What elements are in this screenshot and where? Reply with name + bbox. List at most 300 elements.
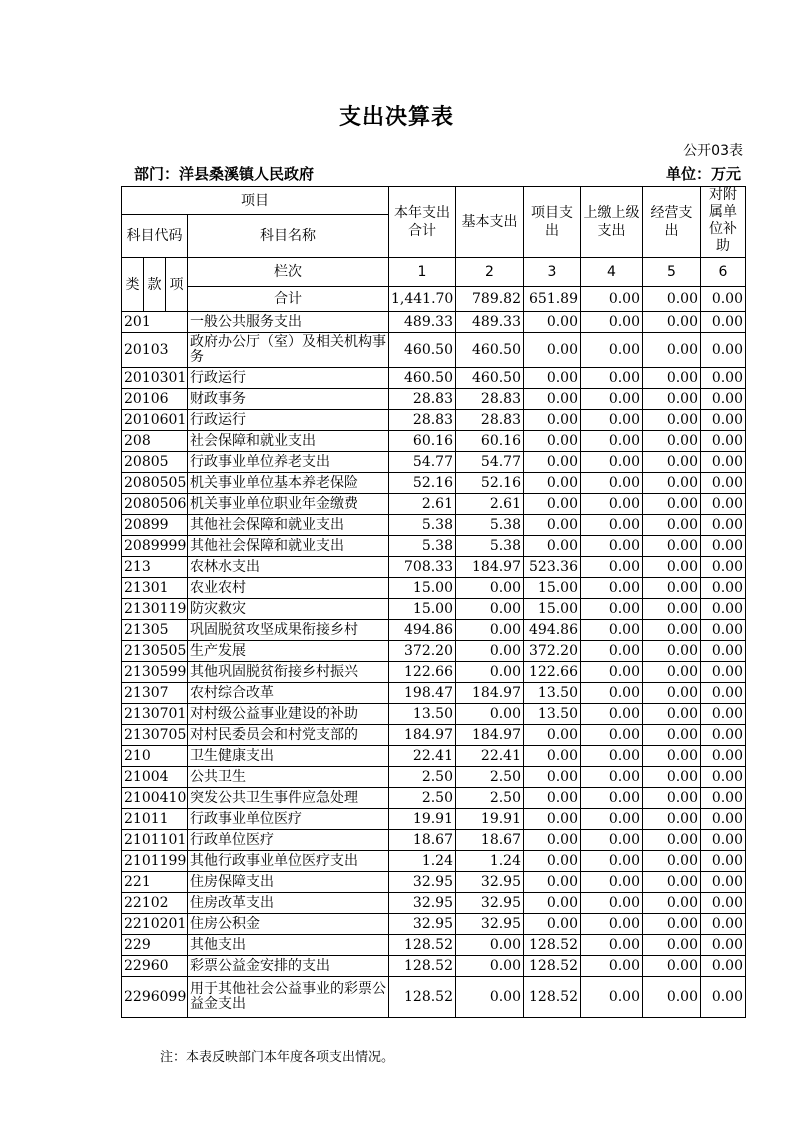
row-name: 生产发展 xyxy=(188,641,389,662)
col-number: 1 xyxy=(389,258,456,287)
row-value: 0.00 xyxy=(524,389,581,410)
row-name: 住房改革支出 xyxy=(188,893,389,914)
row-value: 0.00 xyxy=(524,536,581,557)
header-col-1: 本年支出合计 xyxy=(389,187,456,258)
table-row xyxy=(122,515,746,536)
row-value: 0.00 xyxy=(643,788,701,809)
row-value: 0.00 xyxy=(581,851,643,872)
row-value: 0.00 xyxy=(701,851,746,872)
total-label: 合计 xyxy=(188,287,389,312)
row-value: 0.00 xyxy=(524,809,581,830)
row-value: 0.00 xyxy=(581,452,643,473)
header-col-5: 经营支出 xyxy=(643,187,701,258)
table-row xyxy=(122,410,746,431)
header-item: 项目 xyxy=(122,187,389,215)
row-value: 0.00 xyxy=(456,662,524,683)
row-value: 0.00 xyxy=(701,809,746,830)
row-code: 21305 xyxy=(122,620,188,641)
row-value: 0.00 xyxy=(581,830,643,851)
row-code: 20106 xyxy=(122,389,188,410)
row-value: 32.95 xyxy=(456,872,524,893)
row-value: 0.00 xyxy=(581,494,643,515)
row-value: 122.66 xyxy=(389,662,456,683)
row-value: 0.00 xyxy=(701,494,746,515)
total-value: 789.82 xyxy=(456,287,524,312)
header-col-4: 上缴上级支出 xyxy=(581,187,643,258)
row-value: 15.00 xyxy=(389,578,456,599)
row-name: 巩固脱贫攻坚成果衔接乡村 xyxy=(188,620,389,641)
row-value: 5.38 xyxy=(456,515,524,536)
row-name: 其他社会保障和就业支出 xyxy=(188,536,389,557)
row-code: 201 xyxy=(122,312,188,333)
row-value: 0.00 xyxy=(581,683,643,704)
row-value: 0.00 xyxy=(701,725,746,746)
row-value: 0.00 xyxy=(524,725,581,746)
row-value: 0.00 xyxy=(701,641,746,662)
row-value: 0.00 xyxy=(524,333,581,368)
unit-label: 单位：万元 xyxy=(665,165,741,183)
row-value: 184.97 xyxy=(456,725,524,746)
row-code: 208 xyxy=(122,431,188,452)
row-value: 0.00 xyxy=(524,410,581,431)
table-row xyxy=(122,872,746,893)
row-value: 0.00 xyxy=(581,536,643,557)
row-value: 0.00 xyxy=(643,935,701,956)
table-row xyxy=(122,536,746,557)
row-value: 0.00 xyxy=(581,599,643,620)
row-value: 460.50 xyxy=(456,333,524,368)
table-note: 注：本表反映部门本年度各项支出情况。 xyxy=(160,1050,395,1065)
row-code: 2130701 xyxy=(122,704,188,725)
row-value: 13.50 xyxy=(524,704,581,725)
row-value: 0.00 xyxy=(581,431,643,452)
row-value: 0.00 xyxy=(701,515,746,536)
row-value: 19.91 xyxy=(389,809,456,830)
row-value: 0.00 xyxy=(701,767,746,788)
row-value: 198.47 xyxy=(389,683,456,704)
table-row xyxy=(122,809,746,830)
table-row xyxy=(122,851,746,872)
row-value: 0.00 xyxy=(701,977,746,1018)
row-value: 128.52 xyxy=(524,977,581,1018)
header-lei: 类 xyxy=(122,258,144,312)
row-code: 21301 xyxy=(122,578,188,599)
row-value: 372.20 xyxy=(389,641,456,662)
row-value: 0.00 xyxy=(643,641,701,662)
table-row xyxy=(122,333,746,368)
table-row xyxy=(122,956,746,977)
row-value: 0.00 xyxy=(701,830,746,851)
row-value: 0.00 xyxy=(581,578,643,599)
row-code: 20805 xyxy=(122,452,188,473)
row-value: 460.50 xyxy=(456,368,524,389)
row-value: 0.00 xyxy=(524,893,581,914)
table-row xyxy=(122,830,746,851)
row-value: 0.00 xyxy=(701,599,746,620)
row-name: 农业农村 xyxy=(188,578,389,599)
row-value: 32.95 xyxy=(456,914,524,935)
table-row xyxy=(122,312,746,333)
table-row xyxy=(122,662,746,683)
row-value: 0.00 xyxy=(643,557,701,578)
row-value: 0.00 xyxy=(701,893,746,914)
row-code: 21011 xyxy=(122,809,188,830)
row-value: 28.83 xyxy=(456,410,524,431)
total-value: 1,441.70 xyxy=(389,287,456,312)
row-name: 卫生健康支出 xyxy=(188,746,389,767)
row-name: 住房公积金 xyxy=(188,914,389,935)
row-value: 0.00 xyxy=(581,333,643,368)
total-value: 651.89 xyxy=(524,287,581,312)
row-value: 0.00 xyxy=(701,956,746,977)
row-value: 2.50 xyxy=(456,788,524,809)
total-value: 0.00 xyxy=(581,287,643,312)
row-code: 210 xyxy=(122,746,188,767)
table-row xyxy=(122,977,746,1018)
table-row xyxy=(122,893,746,914)
row-value: 184.97 xyxy=(456,557,524,578)
row-value: 523.36 xyxy=(524,557,581,578)
row-value: 0.00 xyxy=(643,746,701,767)
row-name: 农村综合改革 xyxy=(188,683,389,704)
row-value: 0.00 xyxy=(524,452,581,473)
row-value: 0.00 xyxy=(643,452,701,473)
row-value: 0.00 xyxy=(643,767,701,788)
row-code: 22960 xyxy=(122,956,188,977)
row-value: 0.00 xyxy=(643,333,701,368)
expenditure-table xyxy=(121,186,746,1018)
row-value: 0.00 xyxy=(524,851,581,872)
row-code: 2089999 xyxy=(122,536,188,557)
row-value: 0.00 xyxy=(701,872,746,893)
row-value: 0.00 xyxy=(524,914,581,935)
col-number: 4 xyxy=(581,258,643,287)
row-value: 0.00 xyxy=(701,312,746,333)
row-value: 28.83 xyxy=(389,410,456,431)
row-value: 0.00 xyxy=(701,410,746,431)
row-value: 0.00 xyxy=(643,620,701,641)
row-value: 0.00 xyxy=(581,312,643,333)
row-value: 0.00 xyxy=(456,704,524,725)
row-code: 2010601 xyxy=(122,410,188,431)
row-code: 2296099 xyxy=(122,977,188,1018)
row-value: 5.38 xyxy=(389,536,456,557)
row-value: 32.95 xyxy=(389,872,456,893)
row-value: 0.00 xyxy=(456,620,524,641)
row-value: 489.33 xyxy=(456,312,524,333)
row-value: 0.00 xyxy=(581,872,643,893)
row-value: 0.00 xyxy=(643,410,701,431)
form-number: 公开03表 xyxy=(683,143,743,159)
row-name: 公共卫生 xyxy=(188,767,389,788)
row-value: 0.00 xyxy=(581,725,643,746)
row-value: 0.00 xyxy=(701,333,746,368)
row-value: 0.00 xyxy=(701,389,746,410)
row-value: 0.00 xyxy=(581,641,643,662)
row-value: 122.66 xyxy=(524,662,581,683)
row-value: 0.00 xyxy=(581,914,643,935)
row-value: 32.95 xyxy=(389,893,456,914)
row-value: 128.52 xyxy=(389,935,456,956)
row-value: 0.00 xyxy=(643,599,701,620)
row-value: 0.00 xyxy=(643,893,701,914)
row-value: 0.00 xyxy=(643,704,701,725)
row-value: 494.86 xyxy=(389,620,456,641)
table-row xyxy=(122,599,746,620)
row-value: 0.00 xyxy=(581,746,643,767)
row-name: 政府办公厅（室）及相关机构事务 xyxy=(188,333,389,368)
table-row xyxy=(122,746,746,767)
row-value: 5.38 xyxy=(456,536,524,557)
col-number: 2 xyxy=(456,258,524,287)
row-value: 0.00 xyxy=(524,767,581,788)
total-value: 0.00 xyxy=(643,287,701,312)
row-value: 489.33 xyxy=(389,312,456,333)
row-value: 0.00 xyxy=(701,431,746,452)
table-row xyxy=(122,788,746,809)
row-name: 住房保障支出 xyxy=(188,872,389,893)
row-value: 128.52 xyxy=(389,956,456,977)
row-name: 其他行政事业单位医疗支出 xyxy=(188,851,389,872)
row-value: 0.00 xyxy=(643,431,701,452)
row-name: 其他巩固脱贫衔接乡村振兴 xyxy=(188,662,389,683)
row-value: 372.20 xyxy=(524,641,581,662)
row-value: 128.52 xyxy=(524,956,581,977)
row-name: 对村级公益事业建设的补助 xyxy=(188,704,389,725)
row-code: 20899 xyxy=(122,515,188,536)
row-code: 2100410 xyxy=(122,788,188,809)
col-number: 3 xyxy=(524,258,581,287)
row-value: 18.67 xyxy=(456,830,524,851)
row-value: 0.00 xyxy=(581,935,643,956)
row-code: 22102 xyxy=(122,893,188,914)
row-value: 1.24 xyxy=(456,851,524,872)
row-code: 229 xyxy=(122,935,188,956)
table-row xyxy=(122,389,746,410)
row-value: 2.61 xyxy=(389,494,456,515)
row-value: 60.16 xyxy=(389,431,456,452)
table-row xyxy=(122,557,746,578)
row-name: 机关事业单位基本养老保险 xyxy=(188,473,389,494)
row-value: 0.00 xyxy=(643,368,701,389)
row-value: 32.95 xyxy=(456,893,524,914)
col-number: 5 xyxy=(643,258,701,287)
table-row xyxy=(122,620,746,641)
row-value: 0.00 xyxy=(581,767,643,788)
row-name: 防灾救灾 xyxy=(188,599,389,620)
row-value: 0.00 xyxy=(524,473,581,494)
row-name: 社会保障和就业支出 xyxy=(188,431,389,452)
row-value: 0.00 xyxy=(581,389,643,410)
col-number: 6 xyxy=(701,258,746,287)
row-value: 0.00 xyxy=(643,725,701,746)
row-value: 494.86 xyxy=(524,620,581,641)
row-value: 0.00 xyxy=(581,410,643,431)
row-value: 0.00 xyxy=(581,557,643,578)
row-value: 0.00 xyxy=(701,683,746,704)
row-value: 0.00 xyxy=(643,515,701,536)
row-value: 0.00 xyxy=(643,536,701,557)
row-name: 其他支出 xyxy=(188,935,389,956)
row-value: 18.67 xyxy=(389,830,456,851)
row-code: 2101199 xyxy=(122,851,188,872)
row-value: 1.24 xyxy=(389,851,456,872)
row-value: 0.00 xyxy=(524,788,581,809)
row-value: 0.00 xyxy=(643,473,701,494)
total-value: 0.00 xyxy=(701,287,746,312)
row-value: 0.00 xyxy=(643,914,701,935)
row-value: 0.00 xyxy=(524,312,581,333)
row-value: 19.91 xyxy=(456,809,524,830)
row-value: 0.00 xyxy=(456,977,524,1018)
row-value: 0.00 xyxy=(524,494,581,515)
row-value: 0.00 xyxy=(581,515,643,536)
row-value: 0.00 xyxy=(643,956,701,977)
row-value: 2.50 xyxy=(389,767,456,788)
row-value: 22.41 xyxy=(389,746,456,767)
row-code: 2210201 xyxy=(122,914,188,935)
row-value: 128.52 xyxy=(524,935,581,956)
row-value: 2.50 xyxy=(456,767,524,788)
header-col-label: 栏次 xyxy=(188,258,389,287)
row-name: 机关事业单位职业年金缴费 xyxy=(188,494,389,515)
header-col-6: 对附属单位补助 xyxy=(701,187,746,258)
row-value: 0.00 xyxy=(524,431,581,452)
table-row xyxy=(122,494,746,515)
row-value: 0.00 xyxy=(643,851,701,872)
row-value: 708.33 xyxy=(389,557,456,578)
row-value: 184.97 xyxy=(456,683,524,704)
row-value: 0.00 xyxy=(643,494,701,515)
row-value: 32.95 xyxy=(389,914,456,935)
table-row xyxy=(122,725,746,746)
row-name: 农林水支出 xyxy=(188,557,389,578)
row-value: 13.50 xyxy=(389,704,456,725)
row-value: 54.77 xyxy=(389,452,456,473)
page-title: 支出决算表 xyxy=(338,105,454,130)
row-value: 0.00 xyxy=(701,935,746,956)
table-row xyxy=(122,578,746,599)
row-value: 0.00 xyxy=(456,956,524,977)
row-value: 0.00 xyxy=(643,683,701,704)
row-value: 0.00 xyxy=(456,935,524,956)
row-value: 0.00 xyxy=(581,662,643,683)
row-value: 0.00 xyxy=(581,893,643,914)
table-row xyxy=(122,641,746,662)
row-code: 2010301 xyxy=(122,368,188,389)
row-value: 0.00 xyxy=(581,977,643,1018)
table-row xyxy=(122,431,746,452)
row-value: 0.00 xyxy=(701,368,746,389)
row-value: 0.00 xyxy=(701,536,746,557)
table-row xyxy=(122,914,746,935)
row-code: 21004 xyxy=(122,767,188,788)
row-name: 对村民委员会和村党支部的 xyxy=(188,725,389,746)
row-value: 28.83 xyxy=(456,389,524,410)
row-value: 0.00 xyxy=(701,704,746,725)
row-value: 15.00 xyxy=(389,599,456,620)
row-value: 28.83 xyxy=(389,389,456,410)
row-name: 其他社会保障和就业支出 xyxy=(188,515,389,536)
row-code: 2130505 xyxy=(122,641,188,662)
row-name: 行政事业单位养老支出 xyxy=(188,452,389,473)
row-value: 52.16 xyxy=(456,473,524,494)
row-value: 0.00 xyxy=(643,872,701,893)
row-name: 行政运行 xyxy=(188,368,389,389)
row-value: 0.00 xyxy=(581,956,643,977)
row-value: 0.00 xyxy=(524,872,581,893)
row-value: 0.00 xyxy=(701,557,746,578)
row-value: 0.00 xyxy=(643,830,701,851)
header-subject-name: 科目名称 xyxy=(188,215,389,258)
row-code: 2130705 xyxy=(122,725,188,746)
table-row xyxy=(122,683,746,704)
row-value: 0.00 xyxy=(643,578,701,599)
row-value: 2.50 xyxy=(389,788,456,809)
row-value: 0.00 xyxy=(581,368,643,389)
row-value: 0.00 xyxy=(701,620,746,641)
row-value: 0.00 xyxy=(643,312,701,333)
row-value: 0.00 xyxy=(581,620,643,641)
row-value: 0.00 xyxy=(581,473,643,494)
row-value: 0.00 xyxy=(524,368,581,389)
row-code: 221 xyxy=(122,872,188,893)
row-value: 0.00 xyxy=(701,578,746,599)
row-value: 0.00 xyxy=(456,641,524,662)
header-col-3: 项目支出 xyxy=(524,187,581,258)
row-name: 用于其他社会公益事业的彩票公益金支出 xyxy=(188,977,389,1018)
row-value: 0.00 xyxy=(524,746,581,767)
row-value: 2.61 xyxy=(456,494,524,515)
row-name: 一般公共服务支出 xyxy=(188,312,389,333)
row-value: 0.00 xyxy=(581,788,643,809)
row-value: 0.00 xyxy=(701,662,746,683)
row-name: 行政单位医疗 xyxy=(188,830,389,851)
table-row xyxy=(122,368,746,389)
row-value: 22.41 xyxy=(456,746,524,767)
row-value: 0.00 xyxy=(456,578,524,599)
row-value: 52.16 xyxy=(389,473,456,494)
row-value: 0.00 xyxy=(643,662,701,683)
row-value: 60.16 xyxy=(456,431,524,452)
row-value: 15.00 xyxy=(524,599,581,620)
row-name: 突发公共卫生事件应急处理 xyxy=(188,788,389,809)
row-value: 54.77 xyxy=(456,452,524,473)
row-value: 13.50 xyxy=(524,683,581,704)
row-code: 2101101 xyxy=(122,830,188,851)
header-xiang: 项 xyxy=(166,258,188,312)
row-value: 0.00 xyxy=(456,599,524,620)
header-col-2: 基本支出 xyxy=(456,187,524,258)
row-value: 0.00 xyxy=(701,788,746,809)
row-value: 0.00 xyxy=(643,809,701,830)
table-row xyxy=(122,452,746,473)
row-name: 行政运行 xyxy=(188,410,389,431)
row-code: 20103 xyxy=(122,333,188,368)
department-label: 部门：洋县桑溪镇人民政府 xyxy=(134,165,315,183)
table-row xyxy=(122,473,746,494)
row-name: 财政事务 xyxy=(188,389,389,410)
row-code: 2130599 xyxy=(122,662,188,683)
row-value: 15.00 xyxy=(524,578,581,599)
table-row xyxy=(122,935,746,956)
row-value: 0.00 xyxy=(701,452,746,473)
row-value: 460.50 xyxy=(389,368,456,389)
row-value: 0.00 xyxy=(643,977,701,1018)
row-code: 213 xyxy=(122,557,188,578)
table-row xyxy=(122,704,746,725)
row-code: 2080506 xyxy=(122,494,188,515)
